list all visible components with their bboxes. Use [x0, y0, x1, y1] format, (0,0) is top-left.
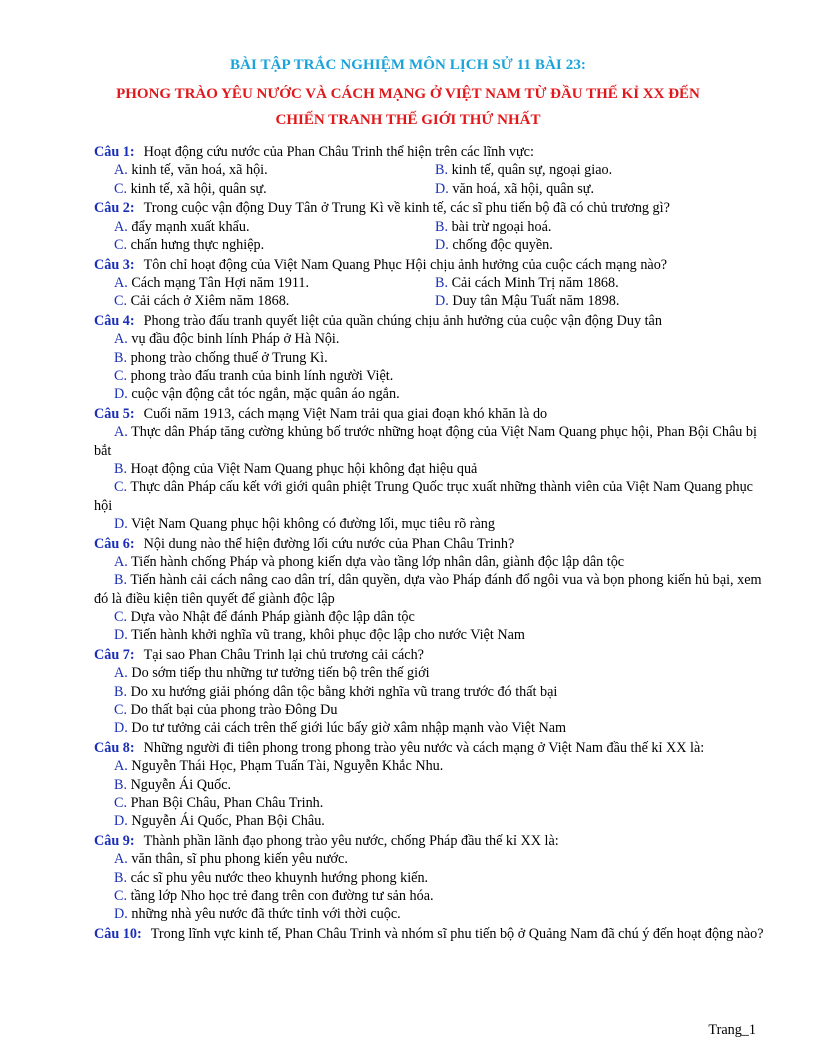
question-7: [94, 646, 764, 737]
answer-option[interactable]: [114, 161, 435, 179]
answer-option[interactable]: [94, 850, 764, 868]
option-text: đẩy mạnh xuất khẩu.: [131, 218, 250, 235]
answer-option[interactable]: [114, 218, 435, 236]
question-text: Tại sao Phan Châu Trinh lại chủ trương cải cách?: [143, 647, 424, 664]
answer-options: [94, 553, 764, 644]
question-label: Câu 4:: [94, 313, 135, 330]
answer-option[interactable]: [94, 683, 764, 701]
question-text: Cuối năm 1913, cách mạng Việt Nam trải qua giai đoạn khó khăn là do: [143, 406, 548, 423]
question-1: [94, 143, 764, 198]
answer-option[interactable]: [94, 367, 764, 385]
option-text: Do xu hướng giải phóng dân tộc bằng khởi nghĩa vũ trang trước đó thất bại: [130, 683, 558, 700]
answer-option[interactable]: [94, 553, 764, 571]
option-text: Nguyễn Ái Quốc, Phan Bội Châu.: [131, 813, 325, 830]
option-letter: A.: [114, 331, 128, 348]
question-text: Tôn chỉ hoạt động của Việt Nam Quang Phục Hội chịu ảnh hưởng của cuộc cách mạng nào?: [143, 256, 668, 273]
answer-option[interactable]: [435, 274, 775, 292]
question-text: Trong cuộc vận động Duy Tân ở Trung Kì về kinh tế, các sĩ phu tiến bộ đã có chủ trương gì?: [143, 200, 670, 217]
answer-option[interactable]: [435, 292, 775, 310]
option-text: Hoạt động của Việt Nam Quang phục hội không đạt hiệu quả: [130, 461, 478, 478]
answer-option[interactable]: [94, 385, 764, 403]
option-text: vụ đầu độc binh lính Pháp ở Hà Nội.: [131, 331, 340, 348]
option-text: chống độc quyền.: [452, 236, 553, 253]
option-text: Do tư tưởng cải cách trên thế giới lúc bấy giờ xâm nhập mạnh vào Việt Nam: [131, 720, 567, 737]
question-label: Câu 1:: [94, 144, 135, 160]
question-text: Phong trào đấu tranh quyết liệt của quần chúng chịu ảnh hưởng của cuộc vận động Duy tân: [143, 313, 662, 330]
option-letter: B.: [435, 218, 449, 235]
answer-option[interactable]: [94, 571, 764, 608]
answer-option[interactable]: [94, 887, 764, 905]
answer-option[interactable]: [94, 905, 764, 923]
option-letter: A.: [114, 665, 128, 682]
question-3: [94, 256, 764, 311]
answer-option[interactable]: [435, 218, 775, 236]
question-stem: [94, 832, 764, 850]
question-list: [94, 143, 764, 945]
answer-options: [94, 757, 764, 830]
option-letter: D.: [114, 386, 128, 403]
option-letter: C.: [114, 368, 128, 385]
option-letter: B.: [114, 461, 128, 478]
option-letter: D.: [435, 236, 449, 253]
question-label: Câu 3:: [94, 256, 135, 273]
option-text: Tiến hành chống Pháp và phong kiến dựa vào tầng lớp nhân dân, giành độc lập dân tộc: [131, 554, 625, 571]
answer-option[interactable]: [94, 423, 764, 460]
option-letter: D.: [114, 627, 128, 644]
option-letter: B.: [435, 162, 449, 179]
option-text: văn thân, sĩ phu phong kiến yêu nước.: [131, 851, 348, 868]
option-text: Thực dân Pháp cấu kết với giới quân phiệt Trung Quốc trục xuất những thành viên của Việt Nam Quang phục hội: [94, 479, 753, 514]
option-letter: C.: [114, 701, 128, 718]
answer-options: [94, 330, 764, 403]
option-text: Việt Nam Quang phục hội không có đường lối, mục tiêu rõ ràng: [131, 515, 495, 532]
answer-option[interactable]: [94, 626, 764, 644]
option-letter: D.: [114, 906, 128, 923]
option-letter: B.: [114, 776, 128, 793]
question-stem: [94, 312, 764, 330]
option-text: chấn hưng thực nghiệp.: [130, 236, 265, 253]
question-stem: [94, 405, 764, 423]
answer-option[interactable]: [435, 180, 775, 198]
option-text: kinh tế, xã hội, quân sự.: [130, 180, 267, 197]
option-letter: A.: [114, 851, 128, 868]
answer-option[interactable]: [94, 719, 764, 737]
option-text: tầng lớp Nho học trẻ đang trên con đường tư sản hóa.: [130, 887, 434, 904]
option-letter: D.: [435, 293, 449, 310]
question-label: Câu 2:: [94, 200, 135, 217]
answer-options: [94, 274, 764, 311]
question-stem: [94, 535, 764, 553]
answer-option[interactable]: [114, 236, 435, 254]
answer-option[interactable]: [94, 757, 764, 775]
option-letter: C.: [114, 887, 128, 904]
option-text: Cải cách ở Xiêm năm 1868.: [130, 293, 290, 310]
question-text: Trong lĩnh vực kinh tế, Phan Châu Trinh và nhóm sĩ phu tiến bộ ở Quảng Nam đã chú ý đến hoạt động nào?: [150, 925, 764, 942]
option-text: Duy tân Mậu Tuất năm 1898.: [452, 293, 620, 310]
answer-option[interactable]: [94, 812, 764, 830]
question-label: Câu 8:: [94, 740, 135, 756]
option-letter: B.: [114, 683, 128, 700]
answer-option[interactable]: [435, 236, 775, 254]
answer-option[interactable]: [94, 869, 764, 887]
answer-option[interactable]: [114, 292, 435, 310]
answer-option[interactable]: [94, 478, 764, 515]
answer-option[interactable]: [114, 180, 435, 198]
option-text: kinh tế, quân sự, ngoại giao.: [451, 162, 613, 179]
question-9: [94, 832, 764, 923]
option-letter: A.: [114, 758, 128, 775]
answer-option[interactable]: [94, 330, 764, 348]
option-text: văn hoá, xã hội, quân sự.: [452, 180, 594, 197]
option-text: kinh tế, văn hoá, xã hội.: [131, 162, 268, 179]
question-2: [94, 199, 764, 254]
question-label: Câu 5:: [94, 406, 135, 423]
question-label: Câu 6:: [94, 535, 135, 552]
question-stem: [94, 256, 764, 274]
question-label: Câu 9:: [94, 832, 135, 849]
option-text: Nguyễn Thái Học, Phạm Tuấn Tài, Nguyễn Khắc Nhu.: [131, 758, 444, 775]
question-stem: [94, 199, 764, 217]
question-8: [94, 739, 764, 830]
answer-options: [94, 218, 764, 255]
option-letter: C.: [114, 180, 128, 197]
option-text: Nguyễn Ái Quốc.: [130, 776, 232, 793]
option-letter: C.: [114, 293, 128, 310]
question-text: Thành phần lãnh đạo phong trào yêu nước, chống Pháp đầu thế kỉ XX là:: [143, 832, 559, 849]
option-letter: C.: [114, 479, 128, 496]
question-label: Câu 10:: [94, 925, 142, 942]
option-letter: A.: [114, 554, 128, 571]
answer-option[interactable]: [94, 515, 764, 533]
answer-options: [94, 161, 764, 198]
question-stem: [94, 143, 764, 161]
question-text: Nội dung nào thể hiện đường lối cứu nước của Phan Châu Trinh?: [143, 535, 515, 552]
answer-options: [94, 850, 764, 923]
question-5: [94, 405, 764, 533]
answer-option[interactable]: [435, 161, 775, 179]
option-text: Dựa vào Nhật để đánh Pháp giành độc lập dân tộc: [130, 608, 415, 625]
option-text: Cách mạng Tân Hợi năm 1911.: [131, 275, 310, 292]
option-letter: A.: [114, 424, 128, 441]
option-letter: D.: [114, 720, 128, 737]
answer-options: [94, 664, 764, 737]
question-10: [94, 925, 764, 943]
option-text: các sĩ phu yêu nước theo khuynh hướng phong kiến.: [130, 869, 429, 886]
answer-option[interactable]: [94, 701, 764, 719]
answer-option[interactable]: [94, 608, 764, 626]
option-text: phong trào chống thuế ở Trung Kì.: [130, 349, 328, 366]
option-letter: A.: [114, 162, 128, 179]
question-label: Câu 7:: [94, 647, 135, 664]
option-letter: C.: [114, 608, 128, 625]
question-stem: [94, 925, 764, 943]
question-6: [94, 535, 764, 645]
option-text: Do thất bại của phong trào Đông Du: [130, 701, 338, 718]
answer-option[interactable]: [94, 794, 764, 812]
option-letter: B.: [114, 572, 128, 589]
option-letter: B.: [114, 349, 128, 366]
answer-option[interactable]: [114, 274, 435, 292]
option-letter: D.: [114, 515, 128, 532]
option-letter: A.: [114, 218, 128, 235]
option-text: bài trừ ngoại hoá.: [451, 218, 552, 235]
option-text: Tiến hành khởi nghĩa vũ trang, khôi phục độc lập cho nước Việt Nam: [131, 627, 525, 644]
option-text: Phan Bội Châu, Phan Châu Trinh.: [130, 794, 324, 811]
question-4: [94, 312, 764, 403]
answer-option[interactable]: [94, 664, 764, 682]
question-stem: [94, 739, 764, 757]
option-text: Tiến hành cải cách nâng cao dân trí, dân quyền, dựa vào Pháp đánh đổ ngôi vua và bọn phong kiến hủ bại, xem đó là điều kiện tiên quyết để giành độc lập: [94, 572, 762, 607]
question-text: Những người đi tiên phong trong phong trào yêu nước và cách mạng ở Việt Nam đầu thế kỉ XX là:: [143, 740, 705, 756]
answer-option[interactable]: [94, 349, 764, 367]
option-letter: B.: [114, 869, 128, 886]
answer-option[interactable]: [94, 776, 764, 794]
option-letter: A.: [114, 275, 128, 292]
option-text: những nhà yêu nước đã thức tỉnh với thời cuộc.: [131, 906, 401, 923]
question-stem: [94, 646, 764, 664]
document-subtitle-line1: PHONG TRÀO YÊU NƯỚC VÀ CÁCH MẠNG Ở VIỆT NAM TỪ ĐẦU THẾ KỈ XX ĐẾN: [116, 86, 700, 102]
option-text: Thực dân Pháp tăng cường khủng bố trước những hoạt động của Việt Nam Quang phục hội, Phan Bội Châu bị bắt: [94, 424, 757, 459]
option-letter: B.: [435, 275, 449, 292]
option-letter: C.: [114, 794, 128, 811]
document-subtitle-line2: CHIẾN TRANH THẾ GIỚI THỨ NHẤT: [275, 112, 541, 128]
option-text: cuộc vận động cắt tóc ngắn, mặc quân áo ngắn.: [131, 386, 400, 403]
answer-option[interactable]: [94, 460, 764, 478]
option-text: Cải cách Minh Trị năm 1868.: [451, 275, 619, 292]
question-text: Hoạt động cứu nước của Phan Châu Trinh thể hiện trên các lĩnh vực:: [143, 144, 534, 160]
option-letter: D.: [114, 813, 128, 830]
option-text: Do sớm tiếp thu những tư tưởng tiến bộ trên thế giới: [131, 665, 430, 682]
option-letter: C.: [114, 236, 128, 253]
option-letter: D.: [435, 180, 449, 197]
page-number: Trang_1: [708, 1022, 756, 1038]
answer-options: [94, 423, 764, 533]
option-text: phong trào đấu tranh của binh lính người Việt.: [130, 368, 394, 385]
document-title: BÀI TẬP TRẮC NGHIỆM MÔN LỊCH SỬ 11 BÀI 23:: [229, 57, 587, 73]
